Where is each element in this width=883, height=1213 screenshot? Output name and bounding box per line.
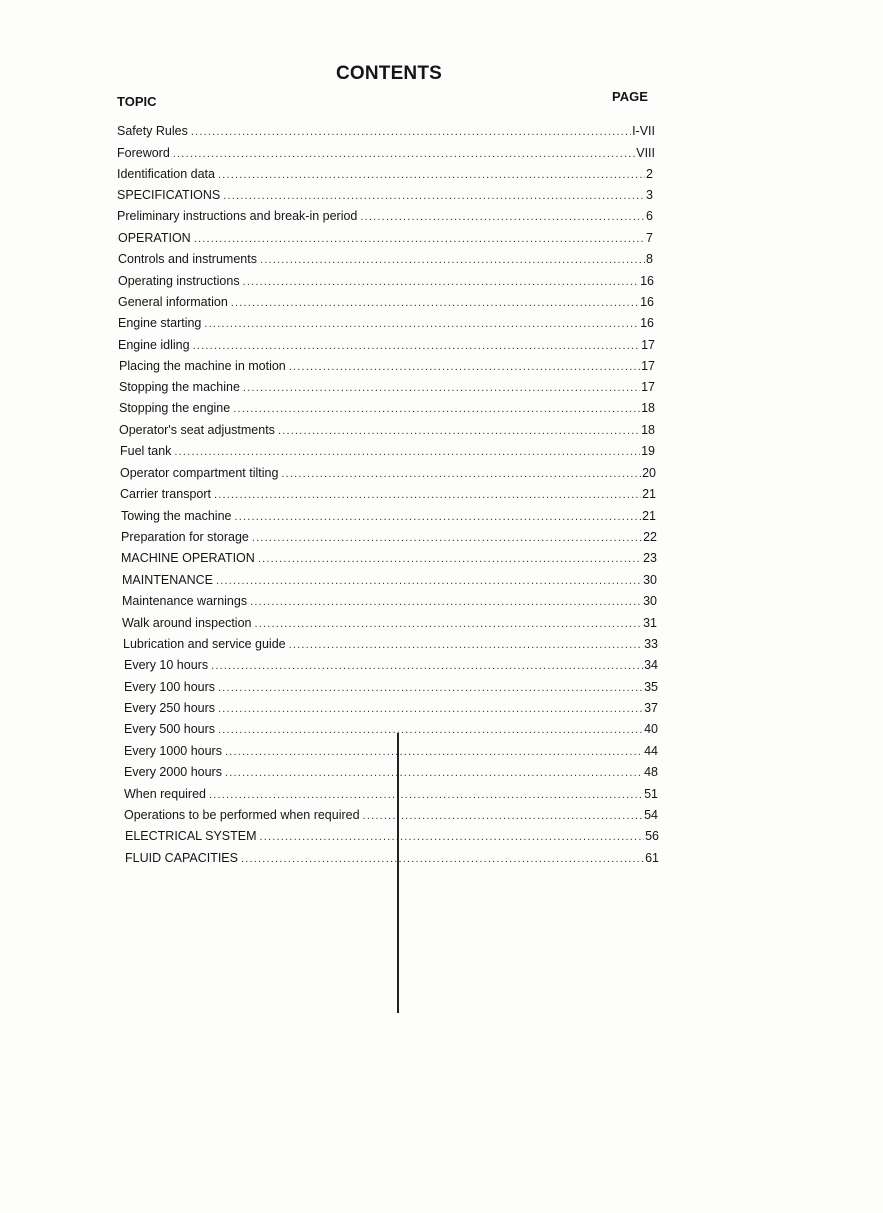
toc-entry-topic: Towing the machine (121, 509, 232, 523)
toc-entry (124, 656, 658, 674)
toc-entry-page: 33 (644, 637, 658, 651)
toc-entry-topic: Operator's seat adjustments (119, 423, 275, 437)
toc-entry (125, 849, 659, 867)
toc-entry (120, 464, 656, 482)
toc-entry-page: 23 (643, 551, 657, 565)
toc-entry-page: 8 (646, 252, 653, 266)
toc-entry-page: 21 (642, 509, 656, 523)
toc-entry (119, 378, 655, 396)
toc-entry (119, 357, 655, 375)
toc-entry-topic: Every 100 hours (124, 680, 216, 694)
toc-entry-page: 31 (643, 616, 657, 630)
toc-entry-topic: Foreword (117, 146, 170, 160)
toc-entry-topic: Walk around inspection (122, 616, 252, 630)
toc-entry (117, 186, 653, 204)
toc-entry-page: 48 (644, 765, 658, 779)
toc-entry (117, 144, 655, 162)
toc-entry-page: 18 (641, 401, 655, 415)
toc-entry (124, 806, 658, 824)
toc-entry-topic: General information (118, 295, 228, 309)
toc-entry (119, 399, 655, 417)
toc-entry-topic: Every 10 hours (124, 658, 209, 672)
toc-entry-page: 17 (641, 380, 655, 394)
toc-entry (124, 720, 658, 738)
toc-entry (121, 528, 657, 546)
toc-entry-page: 30 (643, 594, 657, 608)
toc-entry-page: 44 (644, 744, 658, 758)
toc-entry-topic: Engine starting (118, 316, 202, 330)
toc-entry-topic: Every 500 hours (124, 722, 216, 736)
toc-entry (118, 293, 654, 311)
toc-entry-topic: Engine idling (118, 338, 190, 352)
toc-entry-topic: Every 250 hours (124, 701, 216, 715)
toc-entry-topic: When required (124, 787, 206, 801)
toc-entry-page: 18 (641, 423, 655, 437)
toc-entry (117, 165, 653, 183)
toc-entry (124, 742, 658, 760)
toc-entry-topic: Carrier transport (120, 487, 211, 501)
toc-entry-page: VIII (636, 146, 655, 160)
toc-entry (122, 614, 657, 632)
toc-entry (119, 421, 655, 439)
toc-entry-page: 54 (644, 808, 658, 822)
toc-entry-topic: Preliminary instructions and break-in period (117, 209, 358, 223)
toc-entry-page: 2 (646, 167, 653, 181)
toc-entry (118, 272, 654, 290)
pen-mark-line (397, 733, 399, 1013)
toc-entry (124, 763, 658, 781)
toc-entry-page: 35 (644, 680, 658, 694)
toc-entry-page: 3 (646, 188, 653, 202)
toc-entry-page: 16 (640, 295, 654, 309)
toc-entry-topic: Operations to be performed when required (124, 808, 360, 822)
toc-entry-page: 40 (644, 722, 658, 736)
toc-entry (118, 229, 653, 247)
toc-entry-page: 21 (642, 487, 656, 501)
toc-entry-page: 22 (643, 530, 657, 544)
toc-entry (124, 785, 658, 803)
toc-entry (118, 250, 653, 268)
toc-entry-page: 20 (642, 466, 656, 480)
toc-entry (118, 314, 654, 332)
toc-entry-page: 16 (640, 316, 654, 330)
toc-entry-topic: Operating instructions (118, 274, 240, 288)
toc-entry (124, 699, 658, 717)
toc-entry-topic: Lubrication and service guide (123, 637, 286, 651)
toc-entry (124, 678, 658, 696)
toc-entry-page: 51 (644, 787, 658, 801)
toc-entry (123, 635, 658, 653)
toc-entry-topic: Preparation for storage (121, 530, 249, 544)
page-title: CONTENTS (335, 62, 443, 84)
toc-entry-topic: Identification data (117, 167, 215, 181)
toc-entry-topic: Controls and instruments (118, 252, 257, 266)
toc-entry (120, 442, 655, 460)
toc-entry-topic: Safety Rules (117, 124, 188, 138)
toc-entry-topic: Every 2000 hours (124, 765, 222, 779)
toc-entry-topic: Stopping the engine (119, 401, 231, 415)
toc-entry-topic: Placing the machine in motion (119, 359, 286, 373)
toc-entry-topic: MACHINE OPERATION (121, 551, 255, 565)
toc-entry (122, 592, 657, 610)
page-column-header: PAGE (612, 89, 648, 104)
toc-entry-page: 37 (644, 701, 658, 715)
toc-entry (120, 485, 656, 503)
toc-entry-page: I-VII (632, 124, 655, 138)
toc-entry-topic: MAINTENANCE (122, 573, 213, 587)
toc-entry-page: 61 (645, 851, 659, 865)
toc-entry (122, 571, 657, 589)
toc-entry (125, 827, 659, 845)
toc-entry-topic: Maintenance warnings (122, 594, 248, 608)
toc-entry (121, 549, 657, 567)
toc-entry-page: 6 (646, 209, 653, 223)
toc-entry-topic: SPECIFICATIONS (117, 188, 221, 202)
toc-entry-topic: Operator compartment tilting (120, 466, 279, 480)
toc-entry-page: 34 (644, 658, 658, 672)
toc-entry-page: 16 (640, 274, 654, 288)
toc-entry-page: 7 (646, 231, 653, 245)
toc-entry-page: 30 (643, 573, 657, 587)
toc-entry (117, 207, 653, 225)
toc-entry-page: 56 (645, 829, 659, 843)
toc-entry-topic: Stopping the machine (119, 380, 240, 394)
toc-entry-topic: FLUID CAPACITIES (125, 851, 238, 865)
toc-entry-topic: Every 1000 hours (124, 744, 222, 758)
toc-entry (121, 507, 656, 525)
topic-column-header: TOPIC (117, 94, 157, 109)
toc-entry-page: 19 (641, 444, 655, 458)
toc-entry-topic: OPERATION (118, 231, 191, 245)
toc-entry (117, 122, 655, 140)
toc-entry (118, 336, 655, 354)
toc-entry-page: 17 (641, 359, 655, 373)
toc-entry-page: 17 (641, 338, 655, 352)
toc-entry-topic: ELECTRICAL SYSTEM (125, 829, 257, 843)
toc-entry-topic: Fuel tank (120, 444, 172, 458)
